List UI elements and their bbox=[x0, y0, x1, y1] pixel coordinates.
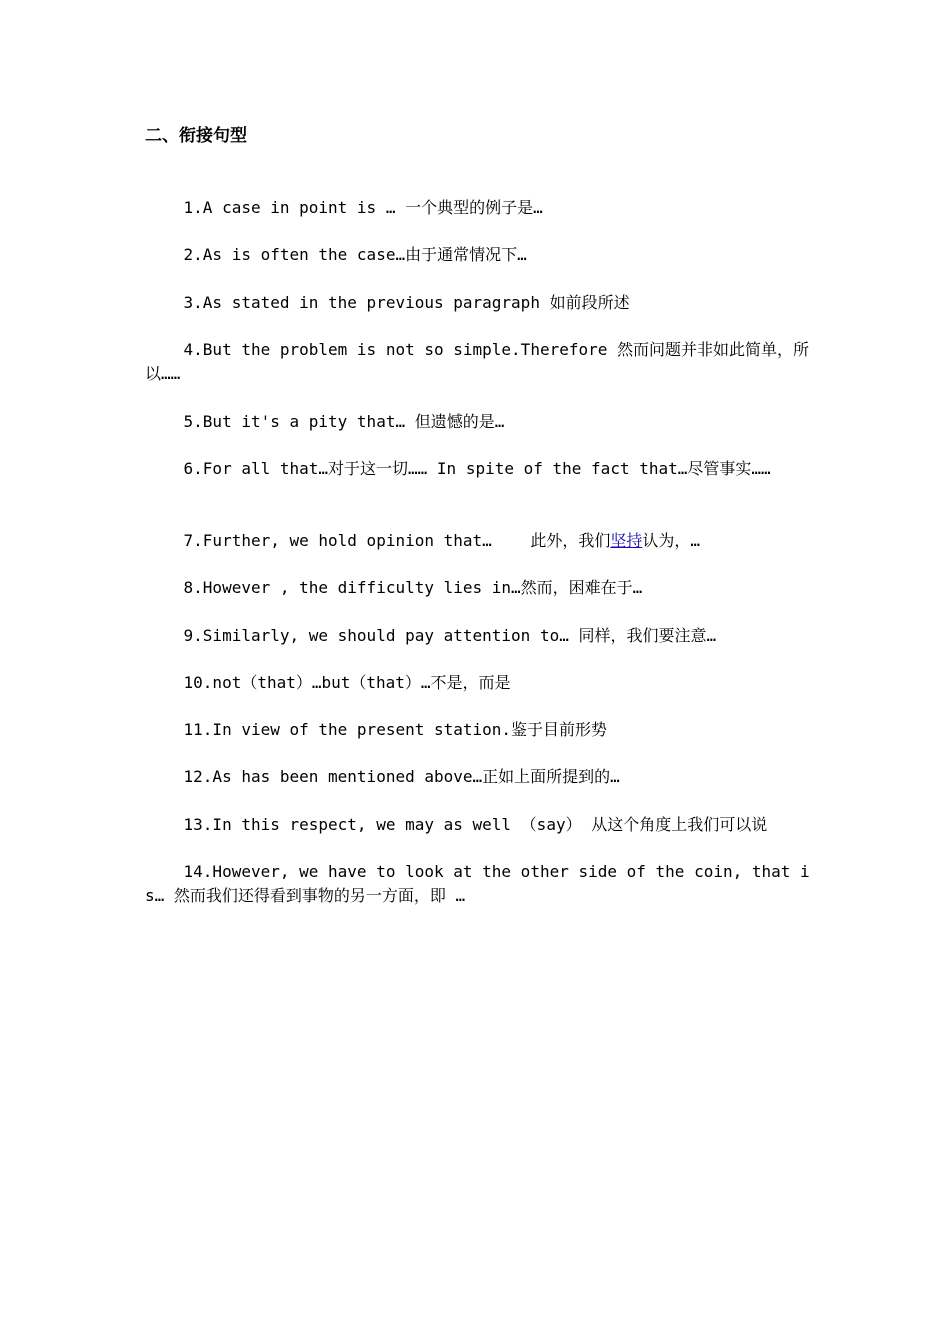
item-text-before-link: 7.Further, we hold opinion that… 此外，我们 bbox=[183, 531, 611, 550]
item-text: 4.But the problem is not so simple.Therefore 然而问题并非如此简单，所以…… bbox=[145, 340, 810, 383]
item-text: 2.As is often the case…由于通常情况下… bbox=[183, 245, 527, 264]
item-text: 10.not（that）…but（that）…不是，而是 bbox=[183, 673, 511, 692]
hyperlink[interactable]: 坚持 bbox=[610, 531, 643, 550]
item-text: 9.Similarly, we should pay attention to… 同样，我们要注意… bbox=[183, 626, 717, 645]
item-text-after-link: 认为，… bbox=[642, 531, 700, 550]
item-text: 13.In this respect, we may as well （say） 从这个角度上我们可以说 bbox=[183, 815, 768, 834]
item-text: 12.As has been mentioned above…正如上面所提到的… bbox=[183, 767, 620, 786]
item-text: 3.As stated in the previous paragraph 如前段所述 bbox=[183, 293, 630, 312]
list-item bbox=[145, 836, 817, 932]
item-text: 6.For all that…对于这一切…… In spite of the fact that…尽管事实…… bbox=[183, 459, 771, 478]
list-item bbox=[145, 433, 817, 505]
item-text: 11.In view of the present station.鉴于目前形势 bbox=[183, 720, 608, 739]
item-text: 1.A case in point is … 一个典型的例子是… bbox=[183, 198, 543, 217]
item-text: 14.However, we have to look at the other side of the coin, that is… 然而我们还得看到事物的另一方面，即 … bbox=[145, 862, 810, 905]
item-text: 8.However , the difficulty lies in…然而，困难在于… bbox=[183, 578, 643, 597]
item-text: 5.But it's a pity that… 但遗憾的是… bbox=[183, 412, 505, 431]
section-heading: 二、衔接句型 bbox=[145, 126, 247, 146]
